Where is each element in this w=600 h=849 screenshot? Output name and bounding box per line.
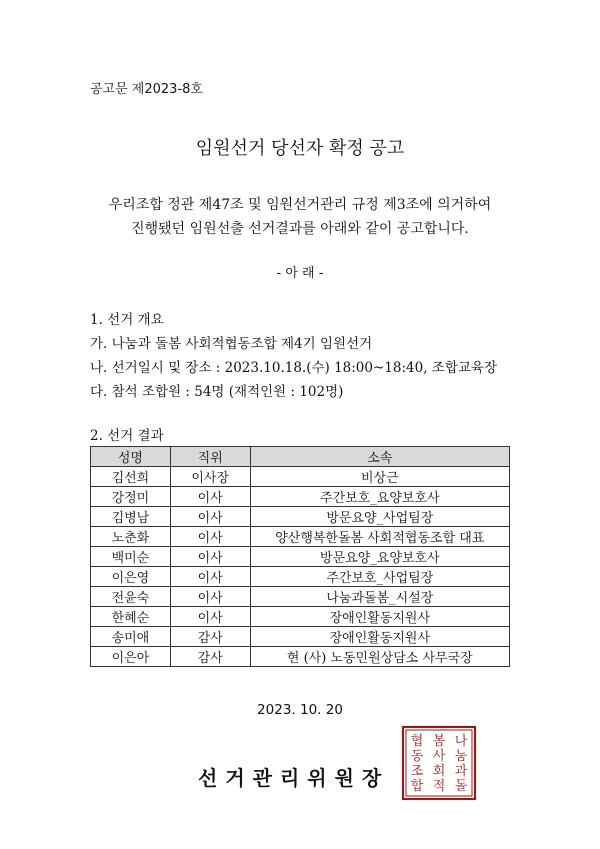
committee-chair-signature: 선거관리위원장 xyxy=(198,766,390,790)
svg-text:회: 회 xyxy=(432,764,446,779)
cell-position: 감사 xyxy=(170,627,250,647)
column-header-position: 직위 xyxy=(170,447,250,467)
cell-position: 이사 xyxy=(170,547,250,567)
cell-name: 송미애 xyxy=(91,627,171,647)
column-header-name: 성명 xyxy=(91,447,171,467)
column-header-affiliation: 소속 xyxy=(250,447,509,467)
svg-text:조: 조 xyxy=(410,764,424,779)
table-row xyxy=(91,487,510,507)
table-row xyxy=(91,587,510,607)
table-row xyxy=(91,467,510,487)
official-seal-stamp xyxy=(401,725,477,801)
cell-name: 강정미 xyxy=(91,487,171,507)
svg-text:나: 나 xyxy=(454,734,468,749)
section-2-heading: 2. 선거 결과 xyxy=(90,428,164,444)
cell-affiliation: 장애인활동지원사 xyxy=(250,627,509,647)
svg-text:합: 합 xyxy=(410,779,424,794)
table-row xyxy=(91,527,510,547)
cell-position: 이사 xyxy=(170,487,250,507)
cell-affiliation: 나눔과돌봄_시설장 xyxy=(250,587,509,607)
announcement-date: 2023. 10. 20 xyxy=(257,702,343,718)
cell-affiliation: 방문요양_사업팀장 xyxy=(250,507,509,527)
cell-name: 한혜순 xyxy=(91,607,171,627)
intro-line-1: 우리조합 정관 제47조 및 임원선거관리 규정 제3조에 의거하여 xyxy=(108,197,492,213)
table-row xyxy=(91,607,510,627)
cell-name: 이은아 xyxy=(91,647,171,667)
table-row xyxy=(91,567,510,587)
cell-affiliation: 장애인활동지원사 xyxy=(250,607,509,627)
cell-name: 김병남 xyxy=(91,507,171,527)
page-title: 임원선거 당선자 확정 공고 xyxy=(195,138,405,159)
cell-position: 감사 xyxy=(170,647,250,667)
svg-text:사: 사 xyxy=(432,749,446,764)
results-table xyxy=(90,446,510,667)
cell-name: 백미순 xyxy=(91,547,171,567)
svg-text:돌: 돌 xyxy=(454,779,468,794)
svg-text:눔: 눔 xyxy=(454,749,468,764)
cell-affiliation: 현 (사) 노동민원상담소 사무국장 xyxy=(250,647,509,667)
cell-position: 이사 xyxy=(170,527,250,547)
svg-text:협: 협 xyxy=(410,734,424,749)
cell-position: 이사 xyxy=(170,507,250,527)
overview-line-c: 다. 참석 조합원 : 54명 (재적인원 : 102명) xyxy=(90,384,344,400)
cell-affiliation: 방문요양_요양보호사 xyxy=(250,547,509,567)
table-row xyxy=(91,547,510,567)
cell-affiliation: 주간보호_요양보호사 xyxy=(250,487,509,507)
cell-name: 이은영 xyxy=(91,567,171,587)
overview-line-b: 나. 선거일시 및 장소 : 2023.10.18.(수) 18:00~18:40, 조합교육장 xyxy=(90,360,497,376)
intro-line-2: 진행됐던 임원선출 선거결과를 아래와 같이 공고합니다. xyxy=(131,221,469,237)
cell-affiliation: 양산행복한돌봄 사회적협동조합 대표 xyxy=(250,527,509,547)
svg-text:동: 동 xyxy=(410,749,424,764)
table-row xyxy=(91,507,510,527)
table-header-row xyxy=(91,447,510,467)
notice-heading: - 아 래 - xyxy=(276,266,324,281)
cell-affiliation: 비상근 xyxy=(250,467,509,487)
cell-position: 이사 xyxy=(170,567,250,587)
cell-position: 이사 xyxy=(170,607,250,627)
table-row xyxy=(91,647,510,667)
table-row xyxy=(91,627,510,647)
section-1-heading: 1. 선거 개요 xyxy=(90,312,164,328)
svg-text:적: 적 xyxy=(432,779,446,794)
cell-affiliation: 주간보호_사업팀장 xyxy=(250,567,509,587)
cell-position: 이사장 xyxy=(170,467,250,487)
cell-name: 노춘화 xyxy=(91,527,171,547)
svg-text:과: 과 xyxy=(454,764,468,779)
svg-text:봄: 봄 xyxy=(432,734,446,749)
overview-line-a: 가. 나눔과 돌봄 사회적협동조합 제4기 임원선거 xyxy=(90,336,373,352)
cell-position: 이사 xyxy=(170,587,250,607)
cell-name: 전윤숙 xyxy=(91,587,171,607)
document-number: 공고문 제2023-8호 xyxy=(90,82,203,97)
cell-name: 김선희 xyxy=(91,467,171,487)
